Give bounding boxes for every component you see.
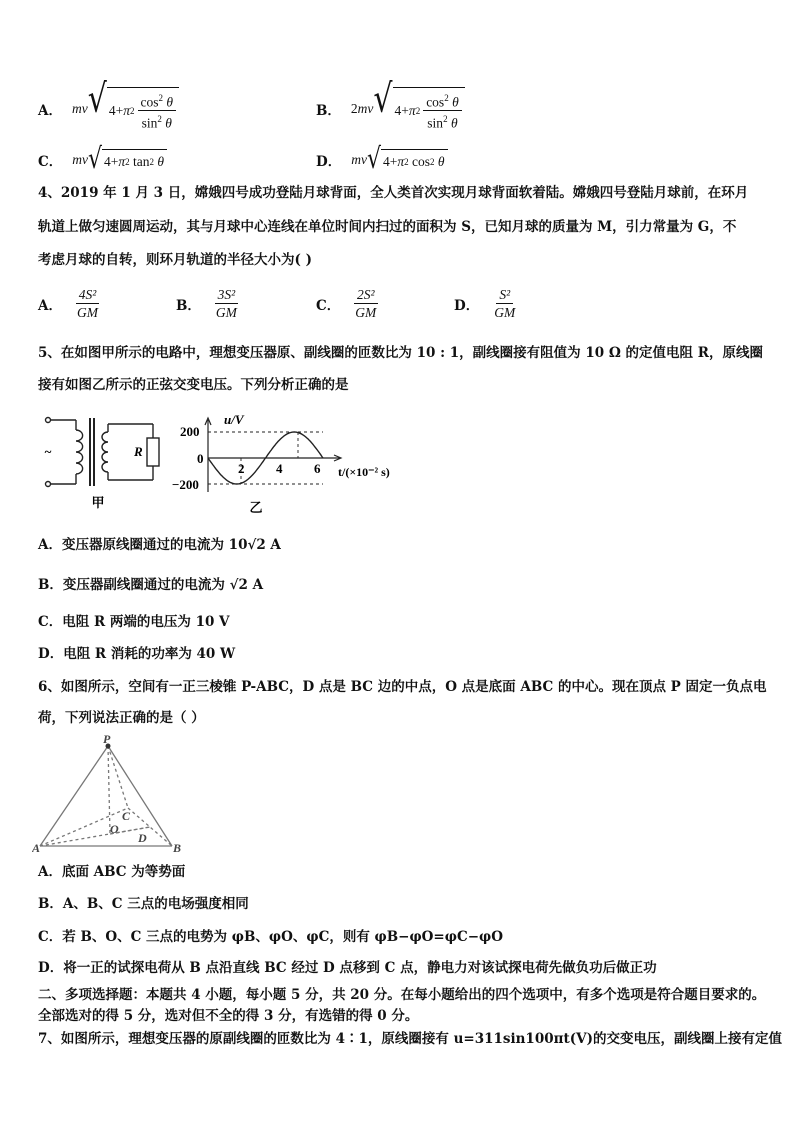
- q3-option-c: C． mv √ 4+ π 2 tan 2 θ: [38, 146, 167, 174]
- q6-option-b: B．A、B、C 三点的电场强度相同: [38, 896, 249, 912]
- graph-x-axis-label: t/(×10⁻² s): [338, 465, 390, 479]
- q4-option-c-label: C．: [316, 297, 341, 314]
- q4-option-a-label: A．: [38, 297, 62, 314]
- graph-x-tick-4: 4: [276, 461, 283, 476]
- pyramid-label-o: O: [110, 822, 119, 836]
- q5-option-b: B．变压器副线圈通过的电流为 √2 A: [38, 577, 264, 593]
- q6-option-c: C．若 B、O、C 三点的电势为 φB、φO、φC，则有 φB−φO=φC−φO: [38, 929, 503, 945]
- q3-option-d-label: D．: [316, 154, 342, 170]
- q5-circuit-figure: [38, 410, 168, 510]
- q5-option-c: C．电阻 R 两端的电压为 10 V: [38, 614, 230, 630]
- q3-option-d: D． mv √ 4+ π 2 cos 2 θ: [316, 146, 448, 174]
- q4-option-b: [176, 286, 240, 321]
- q5-option-a: A．变压器原线圈通过的电流为 10√2 A: [38, 537, 281, 553]
- q3-option-b: B． 2mv √ 4+ π 2 $\frac{\cos^2 \theta}{\sin^2 \theta}$: [316, 86, 465, 132]
- q3-option-a: A． mv √ 4+ π 2 $\frac{\cos^2 \theta}{\sin^2 \theta}$: [38, 86, 179, 132]
- section2-heading-line1: 二、多项选择题：本题共 4 小题，每小题 5 分，共 20 分。在每小题给出的四个选项中，有多个选项是符合题目要求的。: [38, 987, 766, 1003]
- figure-yi-label: 乙: [249, 500, 263, 515]
- figure-jia-label: 甲: [91, 495, 105, 510]
- q5-voltage-graph: [168, 412, 398, 516]
- q4-option-d-label: D．: [454, 297, 480, 314]
- q6-stem-line2: 荷，下列说法正确的是（ ）: [38, 710, 205, 726]
- q4-option-c: [316, 286, 379, 321]
- graph-y-tick-200: 200: [180, 424, 200, 439]
- section2-heading-line2: 全部选对的得 5 分，选对但不全的得 3 分，有选错的得 0 分。: [38, 1008, 419, 1024]
- q6-option-d: D．将一正的试探电荷从 B 点沿直线 BC 经过 D 点移到 C 点，静电力对该试探电荷先做负功后做正功: [38, 960, 657, 976]
- q4-option-a: [38, 286, 101, 321]
- q3-option-a-label: A．: [38, 103, 62, 119]
- q4-option-b-num: 3S²: [215, 286, 239, 304]
- pyramid-label-p: P: [103, 734, 111, 746]
- q4-option-c-num: 2S²: [354, 286, 378, 304]
- graph-x-tick-6: 6: [314, 461, 321, 476]
- q6-stem-line1: 6、如图所示，空间有一正三棱锥 P-ABC，D 点是 BC 边的中点，O 点是底面 ABC 的中心。现在顶点 P 固定一负点电: [38, 679, 767, 695]
- q4-option-d-num: S²: [496, 286, 513, 304]
- q4-option-a-num: 4S²: [76, 286, 100, 304]
- q4-option-d: [454, 286, 518, 321]
- q4-stem-line3: 考虑月球的自转，则环月轨道的半径大小为( ): [38, 252, 312, 268]
- q5-stem-line1: 5、在如图甲所示的电路中，理想变压器原、副线圈的匝数比为 10 : 1，副线圈接有阻值为 10 Ω 的定值电阻 R，原线圈: [38, 345, 763, 361]
- graph-y-tick-neg200: −200: [172, 477, 199, 492]
- q6-option-a: A．底面 ABC 为等势面: [38, 864, 186, 880]
- q4-option-b-label: B．: [176, 297, 201, 314]
- resistor-label: R: [134, 444, 143, 459]
- q6-pyramid-figure: [32, 734, 192, 856]
- q4-stem-line1: 4、2019 年 1 月 3 日，嫦娥四号成功登陆月球背面，全人类首次实现月球背面软着陆。嫦娥四号登陆月球前，在环月: [38, 185, 749, 201]
- q4-option-c-den: GM: [355, 305, 377, 320]
- pyramid-label-a: A: [32, 841, 41, 855]
- q3-option-c-label: C．: [38, 154, 63, 170]
- graph-x-tick-2: 2: [238, 461, 245, 476]
- q4-stem-line2: 轨道上做匀速圆周运动，其与月球中心连线在单位时间内扫过的面积为 S，已知月球的质量为 M，引力常量为 G，不: [38, 219, 737, 235]
- graph-y-axis-label: u/V: [224, 412, 244, 427]
- q3-option-b-label: B．: [316, 103, 341, 119]
- pyramid-label-b: B: [173, 841, 182, 855]
- q5-option-d: D．电阻 R 消耗的功率为 40 W: [38, 646, 236, 662]
- q5-stem-line2: 接有如图乙所示的正弦交变电压。下列分析正确的是: [38, 377, 349, 393]
- q4-option-d-den: GM: [494, 305, 516, 320]
- ac-source-symbol: ~: [44, 444, 52, 459]
- pyramid-label-c: C: [122, 809, 131, 823]
- q7-stem-line1: 7、如图所示，理想变压器的原副线圈的匝数比为 4∶1，原线圈接有 u=311sin100πt(V)的交变电压，副线圈上接有定值: [38, 1031, 782, 1047]
- pyramid-label-d: D: [138, 831, 147, 845]
- q4-option-a-den: GM: [76, 305, 98, 320]
- graph-y-tick-0: 0: [197, 451, 204, 466]
- q4-option-b-den: GM: [215, 305, 237, 320]
